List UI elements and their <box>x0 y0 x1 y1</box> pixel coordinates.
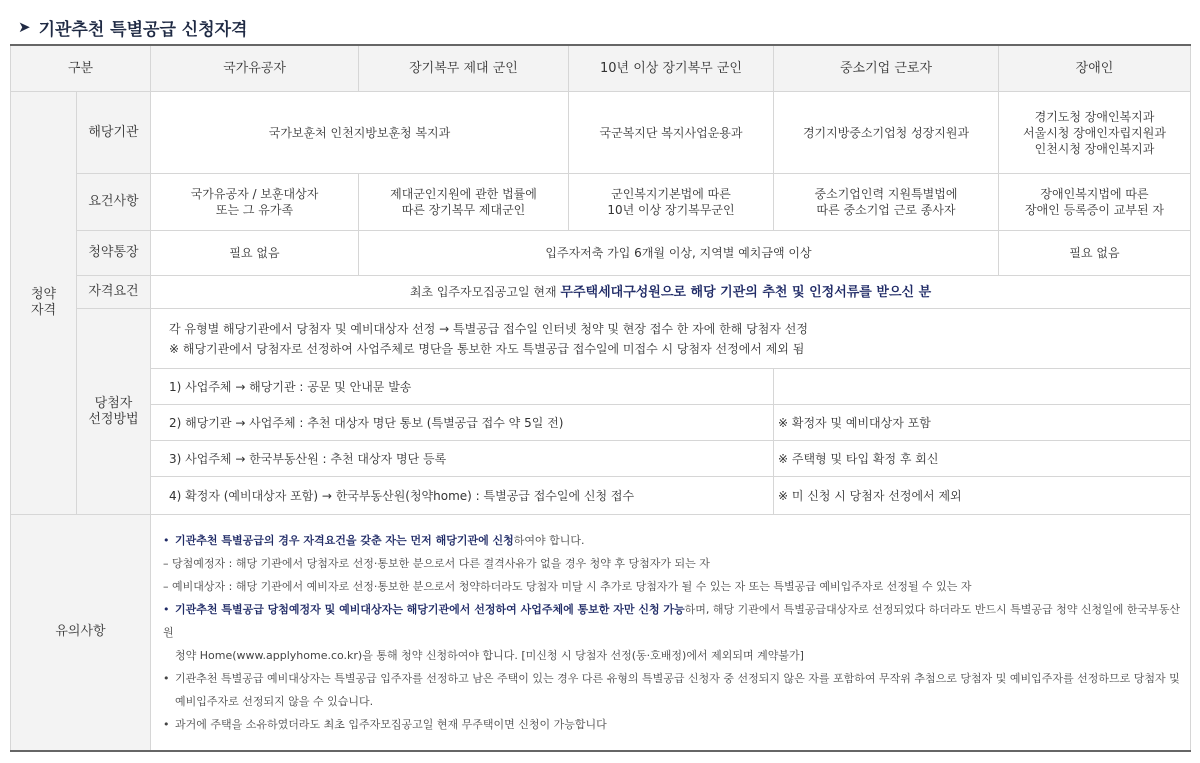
note-5-text: 기관추천 특별공급 예비대상자는 특별공급 입주자를 선정하고 남은 주택이 있는 경우 다른 유형의 특별공급 신청자 중 선정되지 않은 자를 포함하여 무작위 추첨으로 당첨자 및 예비입주자를 선정하므로 당첨자 및 <box>175 671 1180 685</box>
agency-col-5-line1: 경기도청 장애인복지과 <box>1034 109 1155 124</box>
bullet-icon: • <box>163 533 170 547</box>
header-col-1: 국가유공자 <box>151 45 359 92</box>
selection-step-row <box>11 405 1191 441</box>
header-row <box>11 45 1191 92</box>
agency-merged: 국가보훈처 인천지방보훈청 복지과 <box>151 92 569 174</box>
note-1-bold: 기관추천 특별공급의 경우 자격요건을 갖춘 자는 먼저 해당기관에 신청 <box>175 533 514 547</box>
note-4-cont: 청약 Home(www.applyhome.co.kr)을 통해 청약 신청하여야 합니다. [미신청 시 당첨자 선정(동·호배정)에서 제외되며 계약불가] <box>175 648 804 662</box>
req-c1a: 국가유공자 / 보훈대상자 <box>190 187 319 201</box>
selection-desc-1: 각 유형별 해당기관에서 당첨자 및 예비대상자 선정 → 특별공급 접수일 인터넷 청약 및 현장 접수 한 자에 한해 당첨자 선정 <box>169 321 808 336</box>
qualification-table <box>10 44 1191 752</box>
note-6-text: 과거에 주택을 소유하였더라도 최초 입주자모집공고일 현재 무주택이면 신청이 가능합니다 <box>175 717 607 731</box>
agency-col-4: 경기지방중소기업청 성장지원과 <box>774 92 999 174</box>
notes-label: 유의사항 <box>11 515 151 751</box>
agency-col-3: 국군복지단 복지사업운용과 <box>569 92 774 174</box>
selection-step-2-note: ※ 확정자 및 예비대상자 포함 <box>774 405 1191 441</box>
bullet-icon: • <box>163 717 170 731</box>
req-c4a: 중소기업인력 지원특별법에 <box>814 187 958 201</box>
header-col-2: 장기복무 제대 군인 <box>359 45 569 92</box>
selection-step-1: 1) 사업주체 → 해당기관 : 공문 및 안내문 발송 <box>151 369 774 405</box>
eligibility-highlight: 무주택세대구성원으로 해당 기관의 추천 및 인정서류를 받으신 분 <box>560 284 932 300</box>
account-col-5: 필요 없음 <box>999 231 1191 276</box>
selection-step-row <box>11 477 1191 515</box>
selection-step-4: 4) 확정자 (예비대상자 포함) → 한국부동산원(청약home) : 특별공급 접수일에 신청 접수 <box>151 477 774 515</box>
notes-content <box>151 515 1191 751</box>
account-label: 청약통장 <box>77 231 151 276</box>
selection-step-1-note <box>774 369 1191 405</box>
account-middle: 입주자저축 가입 6개월 이상, 지역별 예치금액 이상 <box>359 231 999 276</box>
eligibility-text <box>151 276 1191 309</box>
note-2: – 당첨예정자 : 해당 기관에서 당첨자로 선정·통보한 분으로서 다른 결격사유가 없을 경우 청약 후 당첨자가 되는 자 <box>163 556 710 570</box>
note-4-bold: 기관추천 특별공급 당첨예정자 및 예비대상자는 해당기관에서 선정하여 사업주체에 통보한 자만 신청 가능 <box>175 602 685 616</box>
requirements-col-2 <box>359 174 569 231</box>
requirements-col-3 <box>569 174 774 231</box>
note-4-rest: 하며, 해당 기관에서 특별공급대상자로 선정되었다 하더라도 반드시 특별공급 청약 신청일에 한국부동산원 <box>163 602 1181 639</box>
note-3: – 예비대상자 : 해당 기관에서 예비자로 선정·통보한 분으로서 청약하더라도 당첨자 미달 시 추가로 당첨자가 될 수 있는 자 또는 특별공급 예비입주자로 선정될 수 있는 자 <box>163 579 972 593</box>
note-1-rest: 하여야 합니다. <box>513 533 585 547</box>
agency-col-5-line2: 서울시청 장애인자립지원과 <box>1023 125 1166 140</box>
account-row <box>11 231 1191 276</box>
note-1 <box>163 529 1182 552</box>
req-c3a: 군인복지기본법에 따른 <box>611 187 731 201</box>
notes-row <box>11 515 1191 751</box>
agency-label: 해당기관 <box>77 92 151 174</box>
req-c5b: 장애인 등록증이 교부된 자 <box>1025 203 1164 217</box>
selection-label-line2: 선정방법 <box>88 411 139 427</box>
eligibility-prefix: 최초 입주자모집공고일 현재 <box>409 284 561 299</box>
req-c1b: 또는 그 유가족 <box>215 203 294 217</box>
req-c3b: 10년 이상 장기복무군인 <box>607 203 735 217</box>
selection-label <box>77 309 151 515</box>
requirements-col-5 <box>999 174 1191 231</box>
agency-row <box>11 92 1191 174</box>
agency-col-5 <box>999 92 1191 174</box>
requirements-label: 요건사항 <box>77 174 151 231</box>
eligibility-label: 자격요건 <box>77 276 151 309</box>
qualification-group-label-text: 청약 자격 <box>30 287 57 318</box>
header-category: 구분 <box>11 45 151 92</box>
selection-step-3-note: ※ 주택형 및 타입 확정 후 회신 <box>774 441 1191 477</box>
selection-label-line1: 당첨자 <box>94 395 133 411</box>
arrow-right-icon: ➤ <box>18 18 31 36</box>
account-col-1: 필요 없음 <box>151 231 359 276</box>
note-5 <box>163 667 1182 690</box>
bullet-icon: • <box>163 671 170 685</box>
req-c2b: 따른 장기복무 제대군인 <box>401 203 526 217</box>
selection-desc-2: ※ 해당기관에서 당첨자로 선정하여 사업주체로 명단을 통보한 자도 특별공급 접수일에 미접수 시 당첨자 선정에서 제외 됨 <box>169 341 805 356</box>
header-col-3: 10년 이상 장기복무 군인 <box>569 45 774 92</box>
agency-col-5-line3: 인천시청 장애인복지과 <box>1034 141 1155 156</box>
header-col-4: 중소기업 근로자 <box>774 45 999 92</box>
eligibility-row <box>11 276 1191 309</box>
selection-desc-row <box>11 309 1191 369</box>
selection-step-4-note: ※ 미 신청 시 당첨자 선정에서 제외 <box>774 477 1191 515</box>
selection-step-3: 3) 사업주체 → 한국부동산원 : 추천 대상자 명단 등록 <box>151 441 774 477</box>
requirements-row <box>11 174 1191 231</box>
note-6 <box>163 713 1182 736</box>
selection-step-2: 2) 해당기관 → 사업주체 : 추천 대상자 명단 통보 (특별공급 접수 약 5일 전) <box>151 405 774 441</box>
req-c5a: 장애인복지법에 따른 <box>1040 187 1149 201</box>
selection-step-row <box>11 441 1191 477</box>
note-4 <box>163 598 1182 644</box>
requirements-col-4 <box>774 174 999 231</box>
note-5-cont: 예비입주자로 선정되지 않을 수 있습니다. <box>175 694 374 708</box>
bullet-icon: • <box>163 602 170 616</box>
req-c4b: 따른 중소기업 근로 종사자 <box>816 203 956 217</box>
selection-description <box>151 309 1191 369</box>
section-title-text: 기관추천 특별공급 신청자격 <box>38 19 248 40</box>
qualification-group-label <box>11 92 77 515</box>
requirements-col-1 <box>151 174 359 231</box>
section-title <box>18 14 247 40</box>
selection-step-row <box>11 369 1191 405</box>
header-col-5: 장애인 <box>999 45 1191 92</box>
req-c2a: 제대군인지원에 관한 법률에 <box>390 187 537 201</box>
